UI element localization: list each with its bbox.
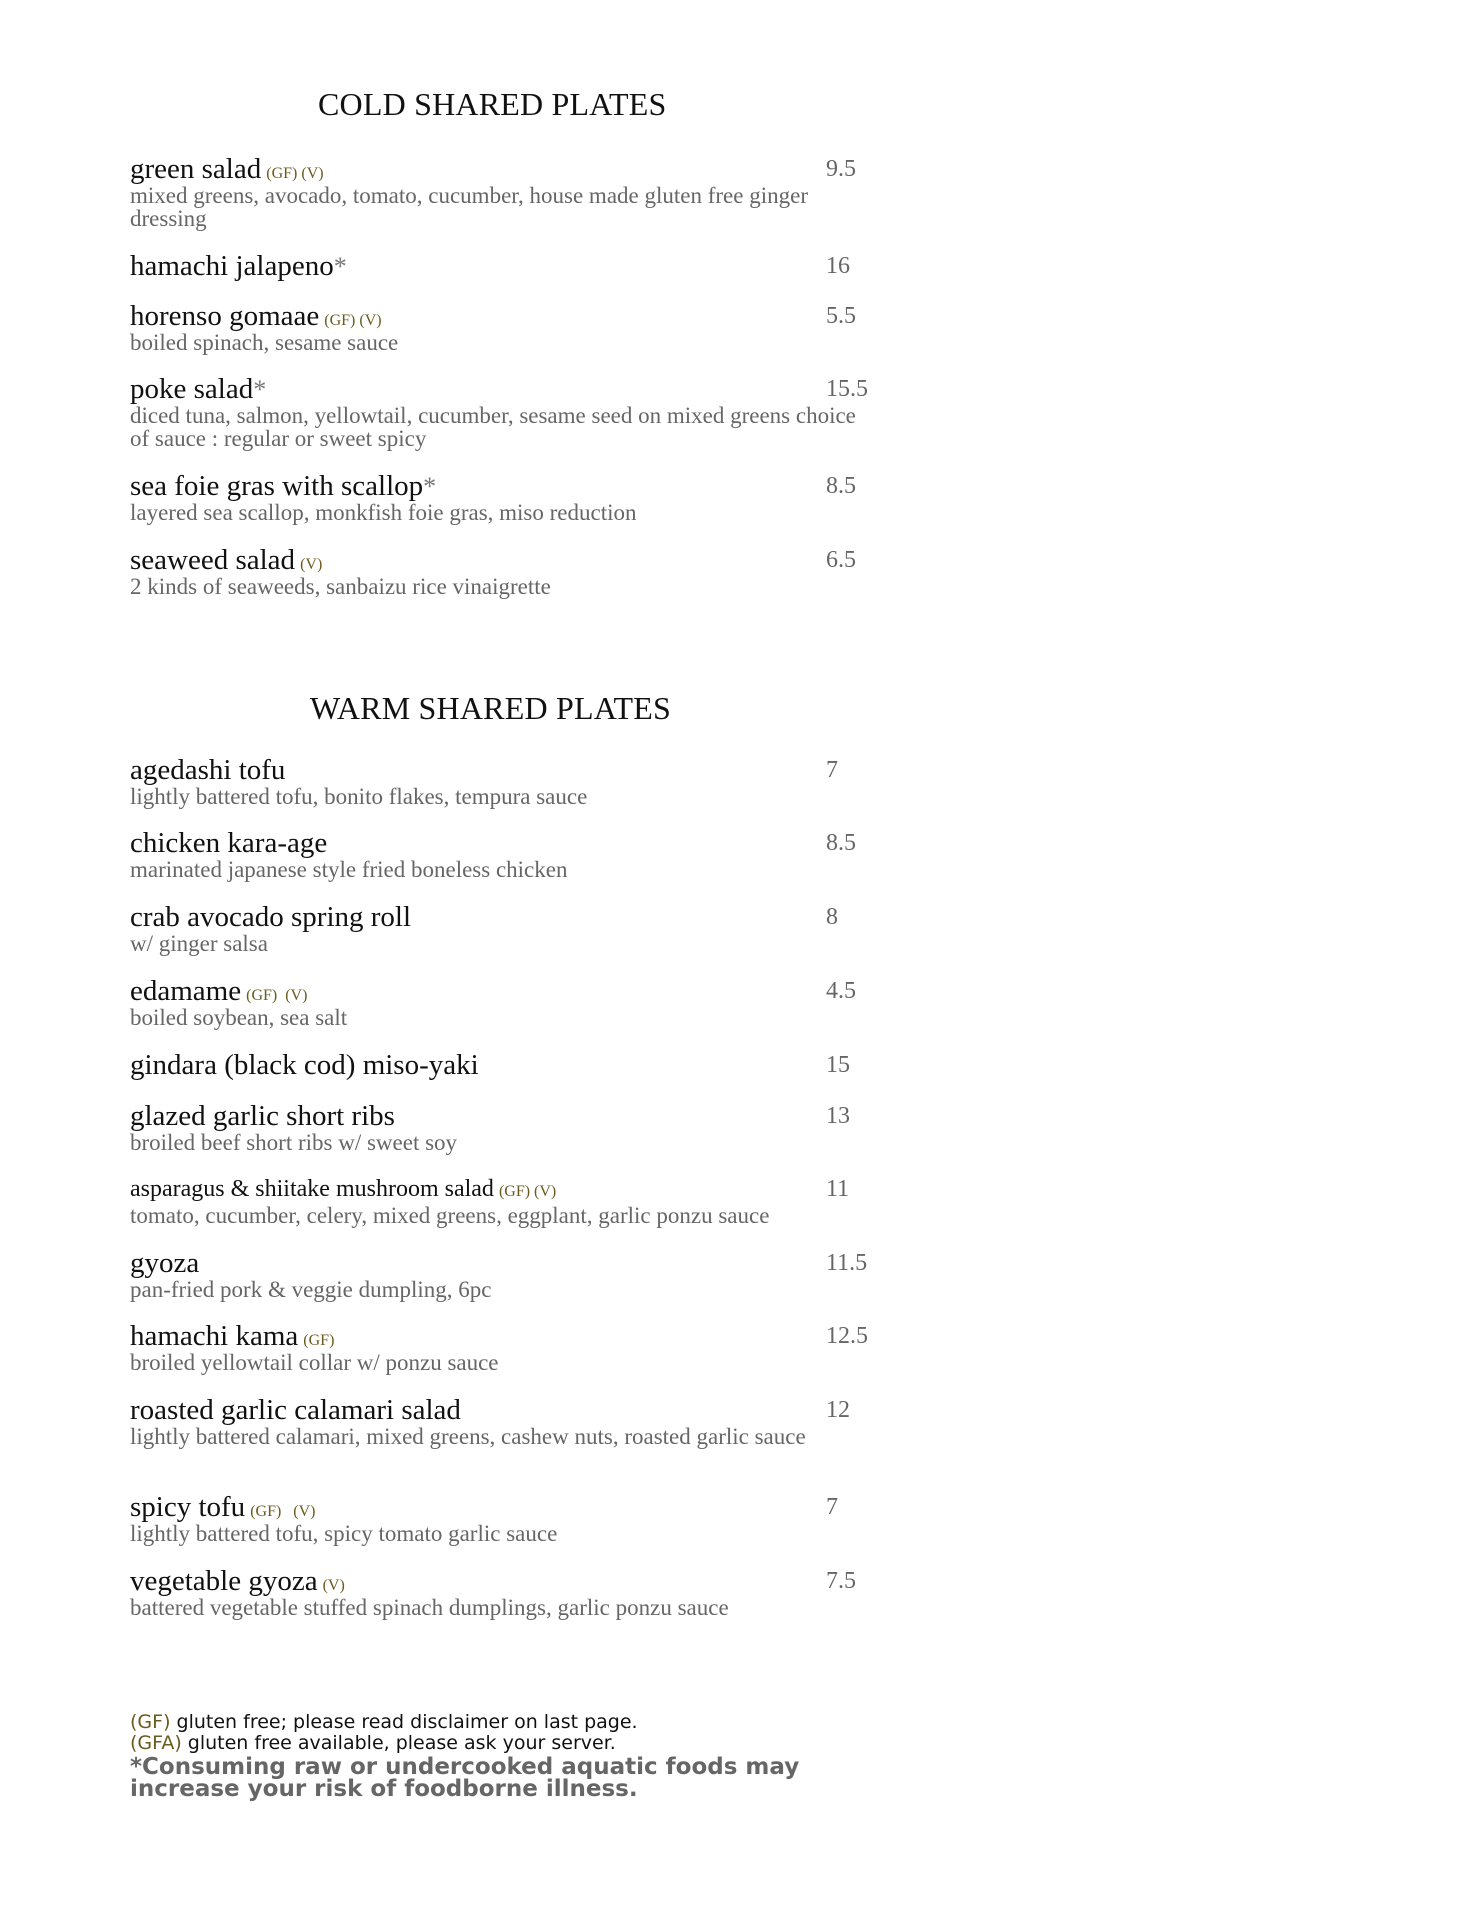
menu-item-price: 8.5 [826, 473, 856, 499]
menu-item-description: layered sea scallop, monkfish foie gras, miso reduction [130, 500, 637, 525]
menu-item-name-line [130, 301, 870, 331]
raw-food-warning: *Consuming raw or undercooked aquatic foods may increase your risk of foodborne illness. [130, 1754, 800, 1802]
menu-item-name: roasted garlic calamari salad [130, 1394, 461, 1426]
menu-item-description: broiled yellowtail collar w/ ponzu sauce [130, 1350, 499, 1375]
menu-item-price: 13 [826, 1103, 850, 1129]
menu-item-name-line [130, 374, 870, 404]
gf-text: gluten free; please read disclaimer on last page. [170, 1711, 638, 1733]
menu-item-name: glazed garlic short ribs [130, 1100, 395, 1132]
menu-item [130, 828, 870, 881]
menu-item-name-line [130, 545, 870, 575]
menu-item-price: 7.5 [826, 1568, 856, 1594]
menu-item-price: 9.5 [826, 156, 856, 182]
menu-item-name-line [130, 902, 870, 932]
menu-item-name-line [130, 471, 870, 501]
menu-item-name-line [130, 1248, 870, 1278]
menu-item-name-line [130, 154, 870, 184]
menu-item-name: crab avocado spring roll [130, 901, 412, 933]
dietary-tags: (GF) (V) [250, 1503, 316, 1520]
menu-item [130, 1049, 850, 1081]
menu-item-description: lightly battered tofu, spicy tomato garlic sauce [130, 1521, 558, 1546]
menu-item-name-line [130, 1566, 870, 1596]
menu-item-name: hamachi jalapeno [130, 250, 334, 282]
menu-item-name: green salad [130, 153, 262, 185]
gfa-key: (GFA) [130, 1732, 182, 1754]
menu-item [130, 755, 870, 808]
dietary-tags: (GF) [303, 1332, 335, 1349]
menu-item-description: pan-fried pork & veggie dumpling, 6pc [130, 1277, 492, 1302]
menu-item-price: 8.5 [826, 830, 856, 856]
menu-item-description: boiled spinach, sesame sauce [130, 330, 399, 355]
dietary-tags: (V) [322, 1577, 345, 1594]
menu-item-name: poke salad [130, 373, 254, 405]
menu-item-name: spicy tofu [130, 1491, 246, 1523]
menu-item-name: sea foie gras with scallop [130, 470, 424, 502]
menu-item-description: tomato, cucumber, celery, mixed greens, eggplant, garlic ponzu sauce [130, 1203, 770, 1228]
menu-item [130, 471, 870, 524]
menu-item-name: seaweed salad [130, 544, 296, 576]
menu-item-name-line [130, 1174, 870, 1204]
dietary-tags: (V) [300, 556, 323, 573]
menu-item-price: 7 [826, 1494, 838, 1520]
menu-item [130, 301, 870, 354]
menu-item [130, 902, 870, 955]
menu-item-description: diced tuna, salmon, yellowtail, cucumber, sesame seed on mixed greens choice of sauce : regular or sweet spicy [130, 403, 856, 451]
menu-item-price: 8 [826, 904, 838, 930]
menu-item-name-line [130, 1395, 870, 1425]
menu-item-description: lightly battered calamari, mixed greens, cashew nuts, roasted garlic sauce [130, 1424, 806, 1449]
menu-item-price: 5.5 [826, 303, 856, 329]
menu-item-name-line [130, 755, 870, 785]
menu-item [130, 976, 870, 1029]
menu-item-description: marinated japanese style fried boneless chicken [130, 857, 568, 882]
menu-item-description: lightly battered tofu, bonito flakes, tempura sauce [130, 784, 588, 809]
menu-item-name: asparagus & shiitake mushroom salad [130, 1176, 494, 1202]
menu-item-name-line [130, 1101, 870, 1131]
menu-item-name: edamame [130, 975, 242, 1007]
menu-item [130, 1101, 870, 1154]
menu-item [130, 1395, 870, 1448]
menu-item-name-line [130, 250, 850, 282]
menu-item-name-line [130, 976, 870, 1006]
raw-food-asterisk: * [333, 252, 347, 281]
menu-item-description: battered vegetable stuffed spinach dumplings, garlic ponzu sauce [130, 1595, 729, 1620]
menu-item-name-line [130, 1049, 850, 1081]
menu-item-description: boiled soybean, sea salt [130, 1005, 348, 1030]
dietary-tags: (GF) (V) [266, 165, 324, 182]
menu-item-name: gindara (black cod) miso-yaki [130, 1049, 479, 1081]
menu-item [130, 545, 870, 598]
menu-item [130, 1321, 870, 1374]
menu-item-description: mixed greens, avocado, tomato, cucumber, house made gluten free ginger dressing [130, 183, 808, 231]
menu-item-price: 12.5 [826, 1323, 868, 1349]
menu-item-price: 12 [826, 1397, 850, 1423]
menu-item [130, 1248, 870, 1301]
menu-item-name-line [130, 1492, 870, 1522]
menu-item-description: 2 kinds of seaweeds, sanbaizu rice vinaigrette [130, 574, 551, 599]
menu-item-price: 15 [826, 1052, 850, 1078]
menu-item-description: w/ ginger salsa [130, 931, 268, 956]
menu-item-name-line [130, 1321, 870, 1351]
dietary-tags: (GF) (V) [246, 987, 308, 1004]
menu-item-name: agedashi tofu [130, 754, 286, 786]
gf-key: (GF) [130, 1711, 171, 1733]
menu-item-price: 15.5 [826, 376, 868, 402]
menu-item-name-line [130, 828, 870, 858]
menu-item-price: 4.5 [826, 978, 856, 1004]
menu-page: COLD SHARED PLATES green salad (GF) (V) 9.5 mixed greens, avocado, tomato, cucumber, house made gluten free ginger dressing hamachi jalapeno* 16 horenso gomaae (GF) (V) 5.5 boiled spinach, sesame sauce poke salad* 15.5 diced tuna, salmon, yellowtail, cucumber, sesame seed on mixed greens choice of sauce : regular or sweet spicy sea foie gras with scallop* 8.5 layered sea scallop, monkfish foie gras, miso reduction seaweed salad (V) 6.5 2 kinds of seaweeds, sanbaizu rice vinaigrette WARM SHARED PLATES agedashi tofu 7 lightly battered tofu, bonito flakes, tempura sauce chicken kara-age 8.5 marinated japanese style fried boneless chicken crab avocado spring roll 8 w/ ginger salsa edamame (GF) (V) 4.5 boiled soybean, sea salt gindara (black cod) miso-yaki 15 glazed garlic short ribs 13 broiled beef short ribs w/ sweet soy asparagus & shiitake mushroom salad (GF) (V) 11 tomato, cucumber, celery, mixed greens, eggplant, garlic ponzu sauce gyoza 11.5 pan-fried pork & veggie dumpling, 6pc hamachi kama (GF) 12.5 broiled yellowtail collar w/ ponzu sauce roasted garlic calamari salad 12 lightly battered calamari, mixed greens, cashew nuts, roasted garlic sauce spicy tofu (GF) (V) 7 lightly battered tofu, spicy tomato garlic sauce vegetable gyoza (V) 7.5 battered vegetable stuffed spinach dumplings, garlic ponzu sauce (GF) gluten free; please read disclaimer on last page. (GFA) gluten free available, please ask your server. *Consuming raw or undercooked aquatic foods may increase your risk of foodborne illness. [0, 0, 1484, 1920]
menu-item-name: vegetable gyoza [130, 1565, 318, 1597]
menu-item-name: chicken kara-age [130, 827, 328, 859]
raw-food-asterisk: * [423, 472, 437, 501]
menu-item-name: hamachi kama [130, 1320, 299, 1352]
raw-food-asterisk: * [253, 375, 267, 404]
menu-footer [130, 1712, 890, 1800]
menu-item-name: horenso gomaae [130, 300, 320, 332]
menu-item-name: gyoza [130, 1247, 200, 1279]
menu-item [130, 154, 870, 230]
menu-item [130, 1566, 870, 1619]
menu-item-price: 16 [826, 253, 850, 279]
gf-note [130, 1712, 890, 1733]
menu-item [130, 250, 850, 282]
menu-item [130, 1492, 870, 1545]
dietary-tags: (GF) (V) [324, 312, 382, 329]
gfa-note [130, 1733, 890, 1754]
menu-item-description: broiled beef short ribs w/ sweet soy [130, 1130, 458, 1155]
menu-item-price: 7 [826, 757, 838, 783]
menu-item [130, 374, 870, 450]
menu-item-price: 11 [826, 1176, 850, 1202]
menu-item-price: 6.5 [826, 547, 856, 573]
menu-item-price: 11.5 [826, 1250, 868, 1276]
dietary-tags: (GF) (V) [498, 1183, 557, 1200]
gfa-text: gluten free available, please ask your server. [181, 1732, 616, 1754]
menu-item [130, 1174, 870, 1227]
